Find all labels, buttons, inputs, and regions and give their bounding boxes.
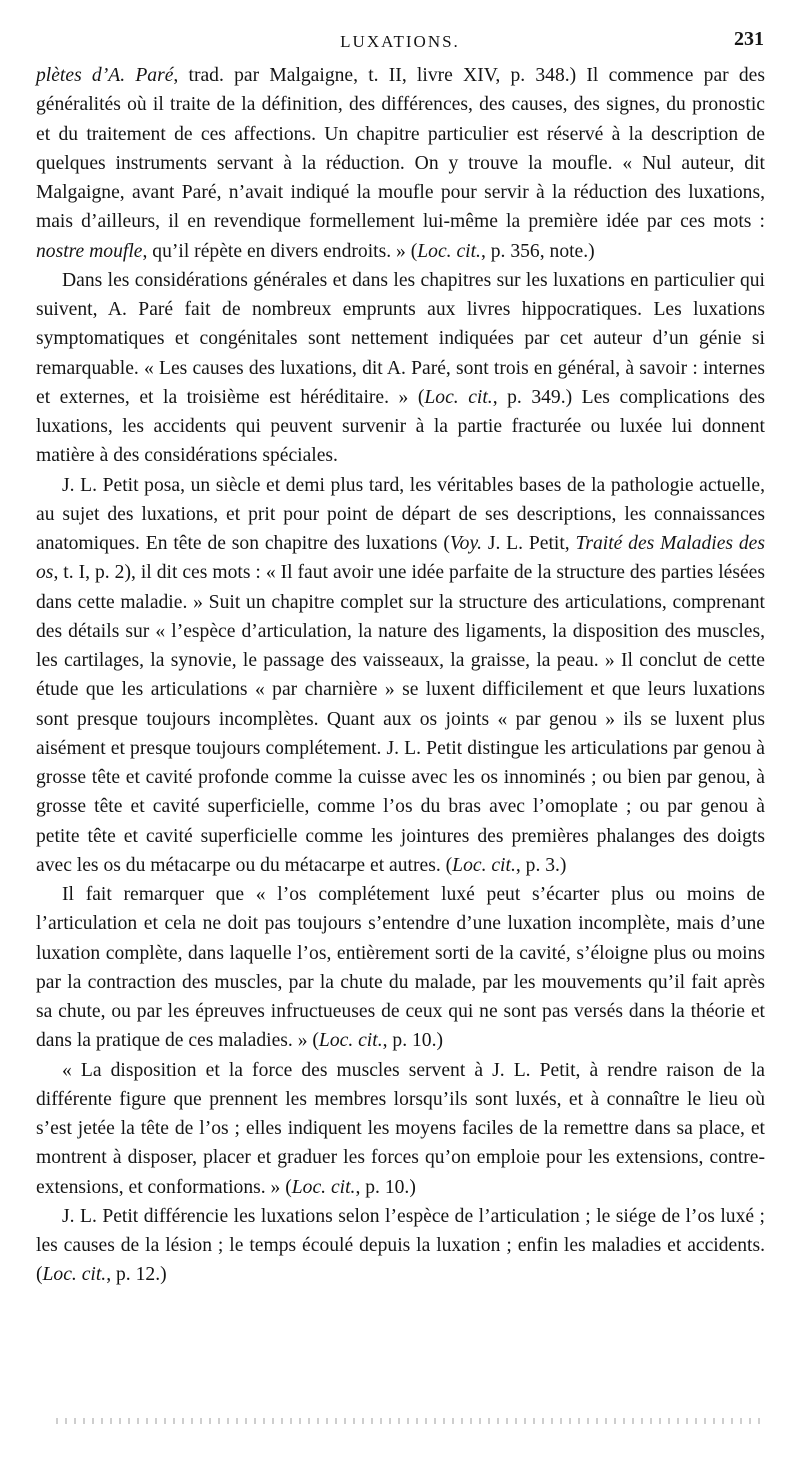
text-run: , p. 12.) — [106, 1264, 167, 1286]
text-run: Dans les considérations générales et dans les chapitres sur les luxations en particulier qui suivent, A. Paré fait de nombreux emprunts aux livres hippocratiques. Les luxations symptomatiques et congénitales sont nettement indiquées par cet auteur d’un génie si remarquable. « Les causes des luxations, dit A. Paré, sont trois en général, à savoir : internes et externes, et la troisième est héréditaire. » ( — [36, 269, 765, 408]
page-number: 231 — [734, 28, 764, 50]
text-run: « La disposition et la force des muscles servent à J. L. Petit, à rendre raison de la différente figure que prennent les membres lorsqu’ils sont luxés, et à connaître le lieu où s’est jetée la tête de l’os ; elles indiquent les moyens faciles de la remettre dans sa place, et montrent à disposer, placer et graduer les forces qu’on emploie pour les extensions, contre-extensions, et conformations. » ( — [36, 1059, 765, 1198]
italic-run: Loc. cit. — [291, 1176, 356, 1198]
text-run: , p. 3.) — [515, 854, 567, 876]
paragraph — [36, 1202, 765, 1290]
text-run: , p. 356, note.) — [480, 240, 595, 262]
paragraph — [36, 471, 765, 881]
text-run: , p. 10.) — [355, 1176, 416, 1198]
italic-run: Voy. — [449, 533, 482, 554]
text-run: , t. I, p. 2), il dit ces mots : « Il faut avoir une idée parfaite de la structure des parties lésées dans cette maladie. » Suit un chapitre complet sur la structure des articulations, comprenant des détails sur « l’espèce d’articulation, la nature des ligaments, la disposition des muscles, les cartilages, la synovie, le passage des vaisseaux, la graisse, la peau. » Il conclut de cette étude que les articulations « par charnière » se luxent difficilement et que leurs luxations sont presque toujours incomplètes. Quant aux os joints « par genou » ils se luxent plus aisément et presque toujours complétement. J. L. Petit distingue les articulations par genou à grosse tête et cavité profonde comme la cuisse avec les os innominés ; ou bien par genou, à grosse tête et cavité superficielle, comme l’os du bras avec l’omoplate ; ou par genou à petite tête et cavité superficielle comme les jointures des premières phalanges des doigts avec les os du métacarpe ou du métacarpe et autres. ( — [36, 562, 765, 876]
italic-run: Traité des Maladies des os — [36, 533, 765, 584]
paragraph — [36, 266, 765, 471]
italic-run: Loc. cit. — [417, 240, 481, 262]
italic-run: plètes d’A. Paré — [36, 65, 174, 86]
italic-run: Loc. cit. — [424, 386, 493, 408]
italic-run: nostre moufle — [36, 240, 143, 262]
paragraph — [36, 1056, 765, 1202]
scan-artifact-line — [56, 1418, 760, 1424]
text-run: , p. 349.) Les complications des luxations, les accidents qui peuvent survenir à la partie fracturée ou luxée lui donnent matière à des considérations spéciales. — [36, 386, 766, 467]
text-run: , qu’il répète en divers endroits. » ( — [142, 240, 418, 262]
paragraph — [36, 61, 765, 266]
body-text — [36, 61, 765, 1290]
italic-run: Loc. cit. — [42, 1264, 107, 1286]
italic-run: Loc. cit. — [318, 1030, 383, 1052]
running-title: LUXATIONS. — [340, 32, 460, 51]
text-run: , trad. par Malgaigne, t. II, livre XIV, p. 348.) Il commence par des généralités où il traite de la définition, des différences, des causes, des signes, du pronostic et du traitement de ces affections. Un chapitre particulier est réservé à la description de quelques instruments servant à la réduction. On y trouve la moufle. « Nul auteur, dit Malgaigne, avant Paré, n’avait indiqué la moufle pour servir à la réduction des luxations, mais d’ailleurs, il en revendique formellement lui-même la première idée par ces mots : — [36, 65, 765, 233]
running-head — [36, 22, 764, 54]
paragraph — [36, 880, 765, 1056]
text-run: J. L. Petit, — [482, 533, 576, 554]
text-run: J. L. Petit différencie les luxations selon l’espèce de l’articulation ; le siége de l’os luxé ; les causes de la lésion ; le temps écoulé depuis la luxation ; enfin les maladies et accidents. ( — [36, 1205, 765, 1286]
text-run: Il fait remarquer que « l’os complétement luxé peut s’écarter plus ou moins de l’articulation et cela ne doit pas toujours s’entendre d’une luxation incomplète, mais d’une luxation complète, dans laquelle l’os, entièrement sorti de la cavité, s’éloigne plus ou moins par la contraction des muscles, par la chute du malade, par les mouvements qu’il fait après sa chute, ou par les épreuves infructueuses de ceux qui ne sont pas versés dans la théorie et dans la pratique de ces maladies. » ( — [36, 884, 765, 1052]
text-run: J. L. Petit posa, un siècle et demi plus tard, les véritables bases de la pathologie actuelle, au sujet des luxations, et prit pour point de départ de ses descriptions, les connaissances anatomiques. En tête de son chapitre des luxations ( — [36, 474, 765, 554]
text-run: , p. 10.) — [382, 1030, 444, 1052]
italic-run: Loc. cit. — [452, 854, 516, 876]
